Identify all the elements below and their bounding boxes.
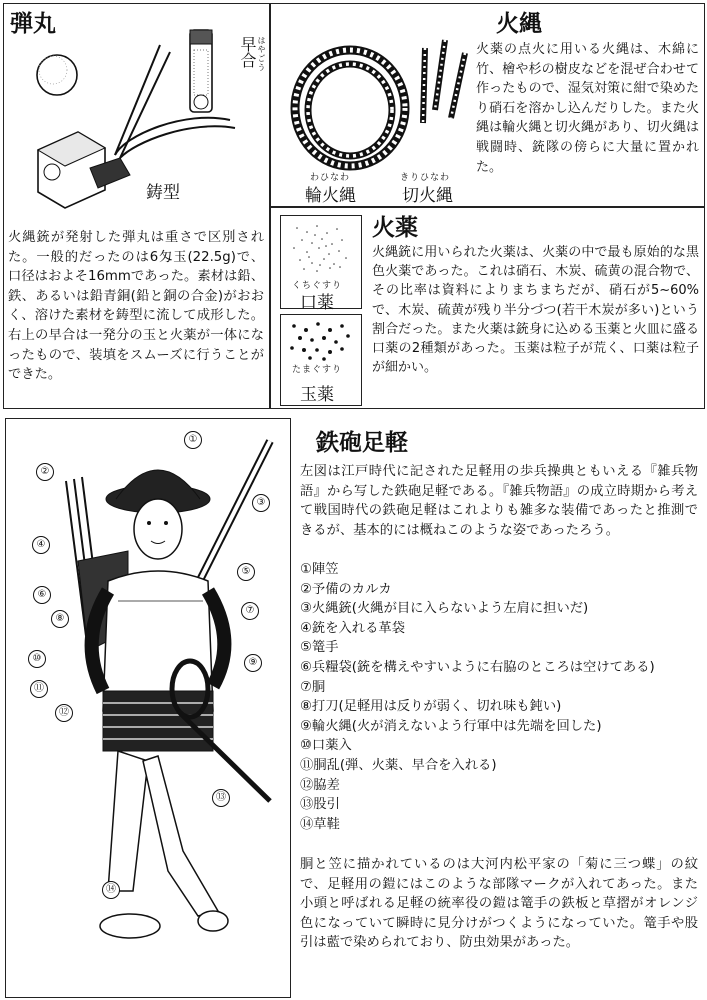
ruby-hayago: はやごう [257, 36, 266, 72]
list-item: ⑥兵糧袋(銃を構えやすいように右脇のところは空けてある) [300, 659, 655, 675]
ruby-kuchi: くちぐすり [292, 281, 343, 291]
callout-4: ④ [32, 536, 50, 554]
list-item: ⑭草鞋 [300, 816, 340, 832]
list-item: ⑫脇差 [300, 777, 340, 793]
matchcord-title: 火縄 [496, 11, 542, 37]
list-item: ②予備のカルカ [300, 581, 392, 597]
list-item: ⑪胴乱(弾、火薬、早合を入れる) [300, 757, 497, 773]
list-item: ⑤篭手 [300, 640, 339, 656]
callout-7: ⑦ [241, 602, 259, 620]
list-item: ③火縄銃(火縄が目に入らないよう左肩に担いだ) [300, 601, 589, 617]
ruby-tama: たまぐすり [292, 365, 343, 375]
ruby-wa: わひなわ [310, 173, 351, 183]
callout-5: ⑤ [237, 563, 255, 581]
kuchi-powder-dots [282, 218, 358, 278]
powder-title: 火薬 [372, 215, 418, 241]
label-kiri: 切火縄 [402, 186, 453, 206]
ashigaru-illustration [8, 421, 288, 993]
callout-11: ⑪ [30, 680, 48, 698]
callout-10: ⑩ [28, 650, 46, 668]
callout-1: ① [184, 431, 202, 449]
ashigaru-parts-list [300, 560, 698, 834]
matchcord-illustration [285, 28, 480, 178]
powder-text: 火縄銃に用いられた火薬は、火薬の中で最も原始的な黒色火薬であった。これは硝石、木炭、硫黄の混合物で、その比率は資料によりまちまちだが、硝石が5~60%で、木炭、硫黄が残り半分づつ(若干木炭が多い)という割合だった。また火薬は銃身に込める玉薬と火皿に盛る口薬の2種類があった。玉薬は粒子が荒く、口薬は粒子が細かい。 [372, 245, 699, 376]
tama-powder-dots [282, 318, 358, 362]
callout-13: ⑬ [212, 789, 230, 807]
label-mold: 鋳型 [146, 183, 180, 203]
ruby-kiri: きりひなわ [400, 173, 451, 183]
label-tama: 玉薬 [300, 385, 334, 405]
bullet-text: 火縄銃が発射した弾丸は重さで区別された。一般的だったのは6匁玉(22.5g)で、口径はおよそ16mmであった。素材は鉛、鉄、あるいは鉛青銅(鉛と銅の合金)がおおく、溶けた素材を鋳型に流して成形した。右上の早合は一発分の玉と火薬が一体になったもので、装填をスムーズに行うことができた。 [8, 230, 264, 383]
ashigaru-title: 鉄砲足軽 [316, 430, 408, 456]
ashigaru-outro: 胴と笠に描かれているのは大河内松平家の「菊に三つ蝶」の紋で、足軽用の鎧にはこのような部隊マークが入れてあった。また小頭と呼ばれる足軽の統率役の鎧は篭手の鉄板と草摺がオレンジ色になっていて瞬時に見分けがつくようになっていた。篭手や股引は藍で染められており、防虫効果があった。 [300, 857, 698, 951]
list-item: ⑬股引 [300, 797, 340, 813]
callout-6: ⑥ [33, 586, 51, 604]
callout-3: ③ [252, 494, 270, 512]
ashigaru-intro: 左図は江戸時代に記された足軽用の歩兵操典ともいえる『雑兵物語』から写した鉄砲足軽である。『雑兵物語』の成立時期から考えて戦国時代の鉄砲足軽はこれよりも雑多な装備であったと推測できるが、基本的には概ねこのような姿であったろう。 [300, 464, 698, 538]
callout-14: ⑭ [102, 881, 120, 899]
callout-8: ⑧ [51, 610, 69, 628]
list-item: ⑨輪火縄(火が消えないよう行軍中は先端を回した) [300, 718, 602, 734]
list-item: ⑦胴 [300, 679, 326, 695]
list-item: ④銃を入れる革袋 [300, 620, 405, 636]
callout-9: ⑨ [244, 654, 262, 672]
label-hayago: 早合 [238, 36, 257, 68]
label-wa: 輪火縄 [305, 186, 356, 206]
list-item: ⑧打刀(足軽用は反りが弱く、切れ味も鈍い) [300, 699, 562, 715]
matchcord-text: 火薬の点火に用いる火縄は、木綿に竹、檜や杉の樹皮などを混ぜ合わせて作ったもので、湿気対策に紺で染めたり硝石を溶かし込んだりした。また火縄は輪火縄と切火縄があり、切火縄は戦闘時、銃隊の傍らに大量に置かれた。 [476, 42, 699, 175]
callout-2: ② [36, 463, 54, 481]
bullet-title: 弾丸 [10, 11, 56, 37]
callout-12: ⑫ [55, 704, 73, 722]
bullet-illustration [20, 20, 265, 220]
list-item: ①陣笠 [300, 562, 339, 577]
list-item: ⑩口薬入 [300, 738, 352, 754]
label-kuchi: 口薬 [300, 293, 334, 313]
